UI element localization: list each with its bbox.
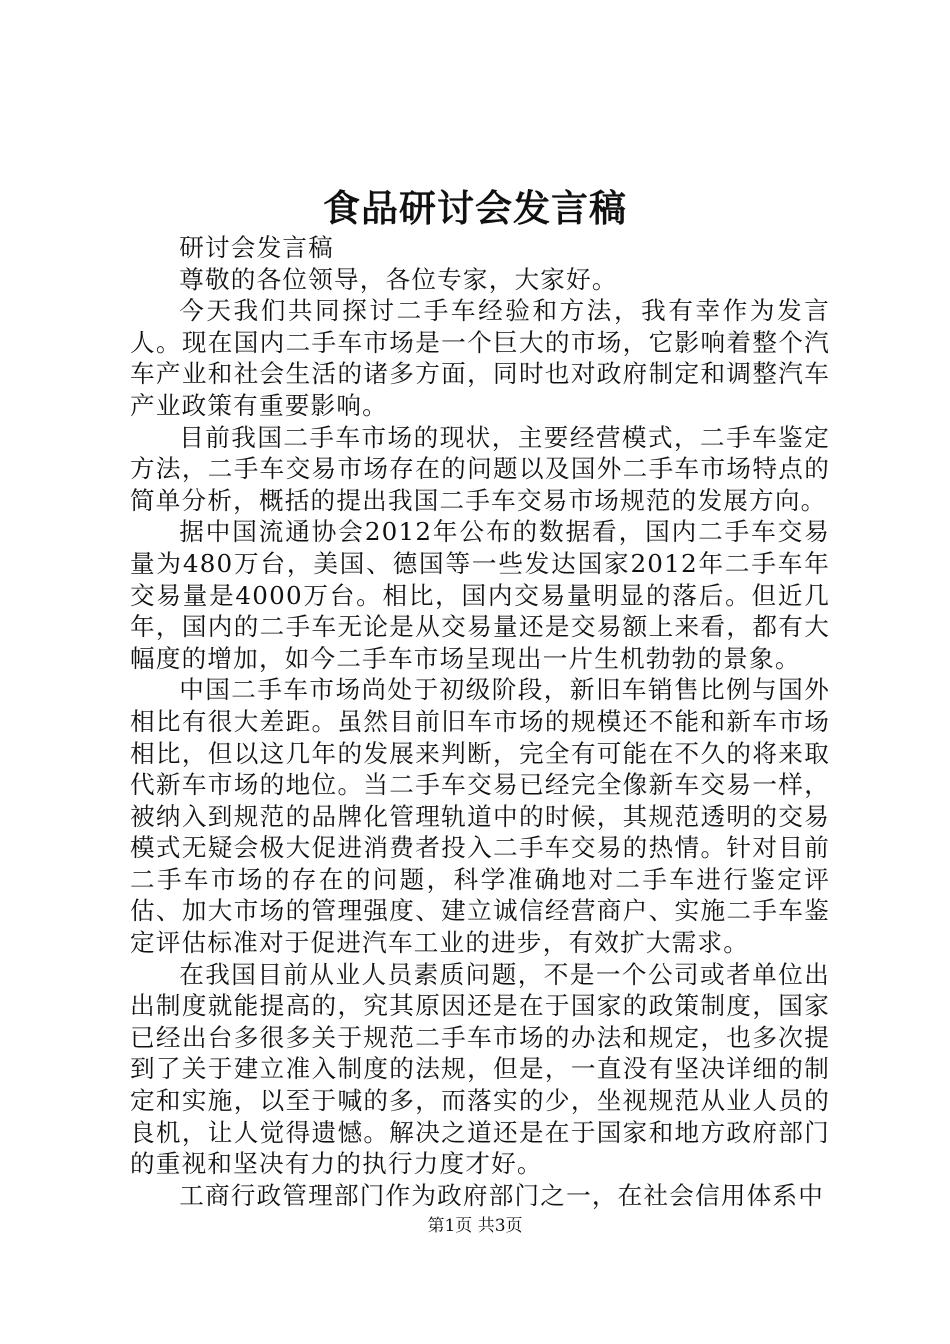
paragraph-5: 据中国流通协会2012年公布的数据看，国内二手车交易量为480万台，美国、德国等一些发达国家2012年二手车年交易量是4000万台。相比，国内交易量明显的落后。但近几年，国内的二手车无论是从交易量还是交易额上来看，都有大幅度的增加，如今二手车市场呈现出一片生机勃勃的景象。	[130, 517, 830, 673]
document-body	[130, 232, 830, 1211]
document-title: 食品研讨会发言稿	[323, 186, 627, 230]
paragraph-3: 今天我们共同探讨二手车经验和方法，我有幸作为发言人。现在国内二手车市场是一个巨大的市场，它影响着整个汽车产业和社会生活的诸多方面，同时也对政府制定和调整汽车产业政策有重要影响。	[130, 296, 830, 420]
paragraph-6: 中国二手车市场尚处于初级阶段，新旧车销售比例与国外相比有很大差距。虽然目前旧车市场的规模还不能和新车市场相比，但以这几年的发展来判断，完全有可能在不久的将来取代新车市场的地位。当二手车交易已经完全像新车交易一样，被纳入到规范的品牌化管理轨道中的时候，其规范透明的交易模式无疑会极大促进消费者投入二手车交易的热情。针对目前二手车市场的存在的问题，科学准确地对二手车进行鉴定评估、加大市场的管理强度、建立诚信经营商户、实施二手车鉴定评估标准对于促进汽车工业的进步，有效扩大需求。	[130, 675, 830, 958]
page-footer: 第1页 共3页	[427, 1216, 523, 1236]
paragraph-4: 目前我国二手车市场的现状，主要经营模式，二手车鉴定方法，二手车交易市场存在的问题以及国外二手车市场特点的简单分析，概括的提出我国二手车交易市场规范的发展方向。	[130, 422, 830, 515]
paragraph-8: 工商行政管理部门作为政府部门之一，在社会信用体系中	[179, 1180, 825, 1210]
paragraph-1: 研讨会发言稿	[179, 233, 334, 262]
paragraph-2: 尊敬的各位领导，各位专家，大家好。	[179, 264, 618, 294]
paragraph-7: 在我国目前从业人员素质问题，不是一个公司或者单位出出制度就能提高的，究其原因还是在于国家的政策制度，国家已经出台多很多关于规范二手车市场的办法和规定，也多次提到了关于建立准入制度的法规，但是，一直没有坚决详细的制定和实施，以至于喊的多，而落实的少，坐视规范从业人员的良机，让人觉得遗憾。解决之道还是在于国家和地方政府部门的重视和坚决有力的执行力度才好。	[130, 959, 830, 1179]
